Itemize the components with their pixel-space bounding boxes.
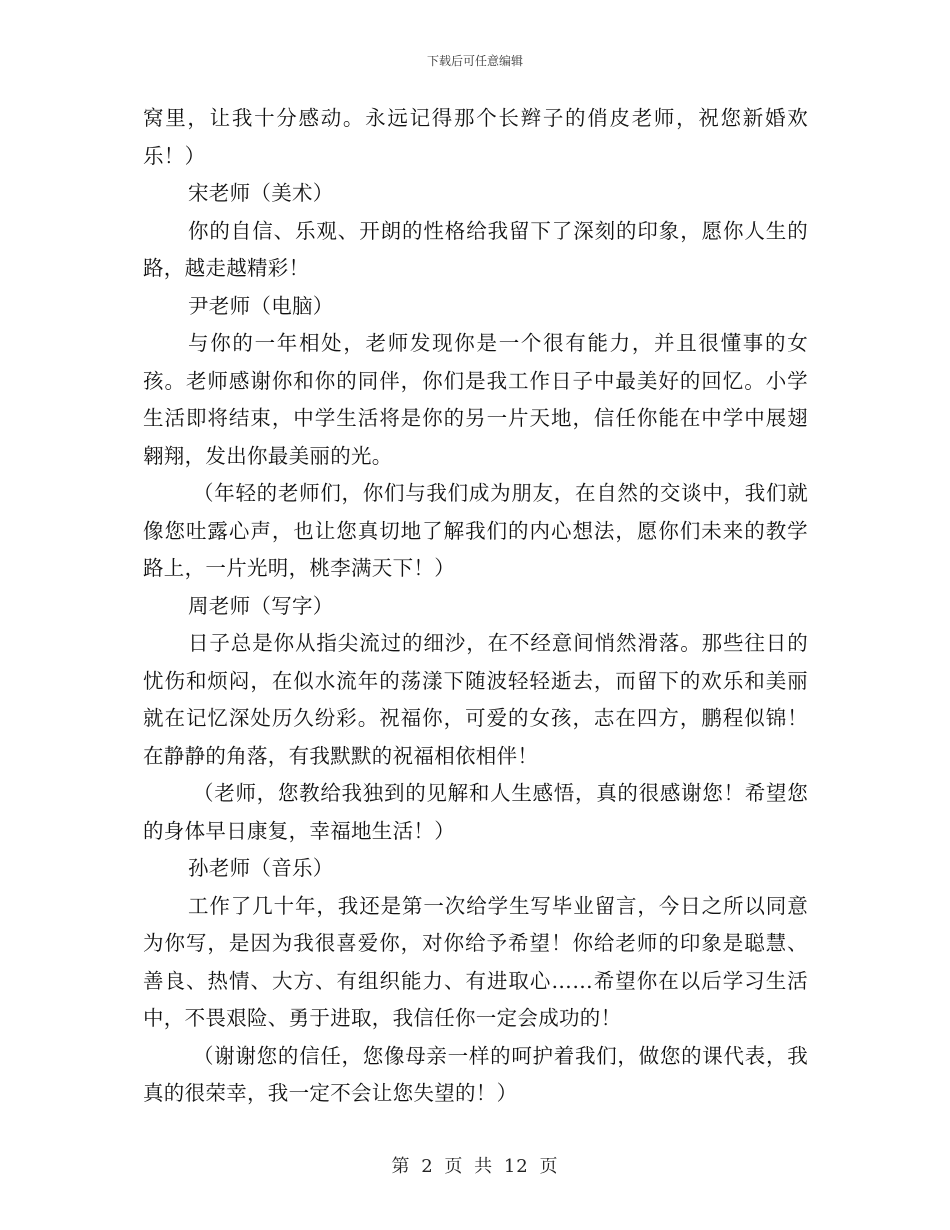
message-paragraph: 工作了几十年，我还是第一次给学生写毕业留言，今日之所以同意为你写，是因为我很喜爱你，对你给予希望！你给老师的印象是聪慧、善良、热情、大方、有组织能力、有进取心……希望你在以后学习生活中，不畏艰险、勇于进取，我信任你一定会成功的！ — [143, 893, 808, 1030]
teacher-heading-song: 宋老师（美术） — [188, 181, 334, 205]
teacher-heading-zhou: 周老师（写字） — [188, 593, 334, 618]
message-paragraph: 你的自信、乐观、开朗的性格给我留下了深刻的印象，愿你人生的路，越走越精彩！ — [143, 218, 808, 280]
reply-paragraph: （谢谢您的信任，您像母亲一样的呵护着我们，做您的课代表，我真的很荣幸，我一定不会让您失望的！） — [143, 1043, 808, 1105]
paragraph-continuation: 窝里，让我十分感动。永远记得那个长辫子的俏皮老师，祝您新婚欢乐！） — [143, 106, 808, 168]
teacher-heading-yin: 尹老师（电脑） — [188, 293, 334, 318]
document-body — [143, 100, 808, 1113]
reply-paragraph: （年轻的老师们，你们与我们成为朋友，在自然的交谈中，我们就像您吐露心声，也让您真切地了解我们的内心想法，愿你们未来的教学路上，一片光明，桃李满天下！） — [143, 481, 808, 580]
message-paragraph: 与你的一年相处，老师发现你是一个很有能力，并且很懂事的女孩。老师感谢你和你的同伴，你们是我工作日子中最美好的回忆。小学生活即将结束，中学生活将是你的另一片天地，信任你能在中学中展翅翱翔，发出你最美丽的光。 — [143, 331, 808, 468]
page-number-footer: 第 2 页 共 12 页 — [391, 1156, 559, 1177]
reply-paragraph: （老师，您教给我独到的见解和人生感悟，真的很感谢您！希望您的身体早日康复，幸福地生活！） — [143, 781, 808, 843]
teacher-heading-sun: 孙老师（音乐） — [188, 856, 334, 880]
page-header: 下载后可任意编辑 — [426, 54, 523, 68]
message-paragraph: 日子总是你从指尖流过的细沙，在不经意间悄然滑落。那些往日的忧伤和烦闷，在似水流年的荡漾下随波轻轻逝去，而留下的欢乐和美丽就在记忆深处历久纷彩。祝福你，可爱的女孩，志在四方，鹏程似锦！在静静的角落，有我默默的祝福相依相伴！ — [143, 631, 808, 768]
